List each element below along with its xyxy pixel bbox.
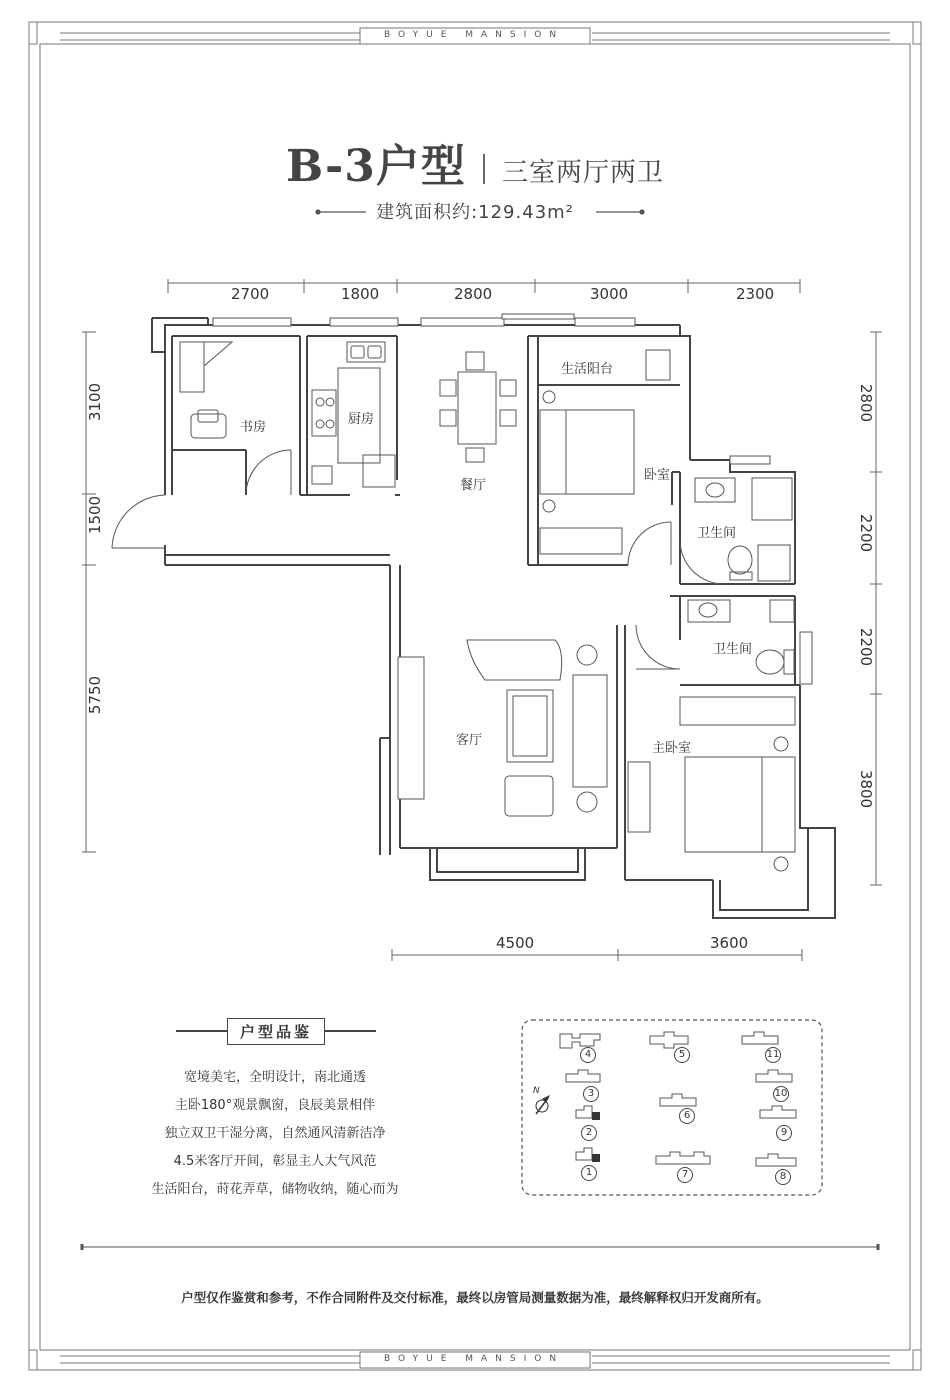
building-label-1: 1 (581, 1165, 597, 1181)
building-1 (576, 1148, 592, 1160)
building-label-10: 10 (773, 1086, 789, 1102)
dim-top-1: 2700 (231, 285, 270, 303)
room-dining: 餐厅 (460, 478, 487, 493)
feature-line: 4.5米客厅开间，彰显主人大气风范 (173, 1154, 377, 1169)
dim-left-2: 1500 (86, 495, 105, 535)
building-label-4: 4 (580, 1047, 596, 1063)
dim-top-4: 3000 (590, 285, 629, 303)
feature-line: 宽境美宅，全明设计，南北通透 (183, 1070, 366, 1085)
building-label-5: 5 (674, 1047, 690, 1063)
features-heading (176, 1018, 376, 1045)
brand-bottom: BOYUE MANSION (384, 1354, 565, 1364)
layout-description: 三室两厅两卫 (502, 158, 665, 188)
disclaimer-text: 户型仅作鉴赏和参考，不作合同附件及交付标准，最终以房管局测量数据为准，最终解释权归开发商所有。 (181, 1290, 769, 1305)
dim-right-3: 2200 (857, 627, 876, 667)
room-bedroom: 卧室 (644, 468, 671, 483)
dim-right-1: 2800 (857, 383, 876, 423)
compass-icon (536, 1096, 549, 1114)
building-10 (756, 1070, 792, 1082)
building-label-8: 8 (775, 1169, 791, 1185)
building-11 (742, 1032, 778, 1044)
room-balcony: 生活阳台 (561, 362, 614, 377)
building-label-9: 9 (776, 1125, 792, 1141)
building-5 (650, 1032, 688, 1048)
building-label-11: 11 (765, 1047, 781, 1063)
room-kitchen: 厨房 (348, 412, 375, 427)
building-label-3: 3 (583, 1086, 599, 1102)
building-6 (660, 1094, 696, 1106)
room-living: 客厅 (456, 733, 483, 748)
dim-left-1: 3100 (86, 382, 105, 422)
dim-bottom-1: 4500 (496, 934, 535, 952)
dim-right-4: 3800 (857, 769, 876, 809)
room-bathroom-1: 卫生间 (697, 526, 737, 541)
feature-line: 主卧180°观景飘窗，良辰美景相伴 (174, 1098, 376, 1113)
features-heading-text: 户型品鉴 (227, 1018, 325, 1045)
unit-type: B-3户型 (285, 141, 466, 192)
brand-top: BOYUE MANSION (384, 30, 565, 40)
building-3 (566, 1070, 600, 1082)
room-study: 书房 (240, 420, 267, 435)
building-2 (576, 1106, 592, 1118)
building-label-7: 7 (677, 1167, 693, 1183)
room-master-bedroom: 主卧室 (652, 741, 692, 756)
floor-area: 建筑面积约:129.43m² (376, 202, 574, 223)
building-7 (656, 1152, 710, 1164)
dim-top-2: 1800 (341, 285, 380, 303)
dim-top-5: 2300 (736, 285, 775, 303)
dim-left-3: 5750 (86, 675, 105, 715)
building-label-2: 2 (581, 1125, 597, 1141)
building-label-6: 6 (679, 1108, 695, 1124)
building-8 (756, 1154, 796, 1166)
feature-line: 生活阳台，莳花弄草，储物收纳，随心而为 (151, 1182, 399, 1197)
building-4 (560, 1034, 600, 1048)
compass-label: N (533, 1086, 540, 1096)
dim-top-3: 2800 (454, 285, 493, 303)
features-list (130, 1064, 420, 1204)
building-9 (760, 1106, 796, 1118)
dim-right-2: 2200 (857, 513, 876, 553)
room-bathroom-2: 卫生间 (713, 642, 753, 657)
feature-line: 独立双卫干湿分离，自然通风清新洁净 (164, 1126, 386, 1141)
dim-bottom-2: 3600 (710, 934, 749, 952)
